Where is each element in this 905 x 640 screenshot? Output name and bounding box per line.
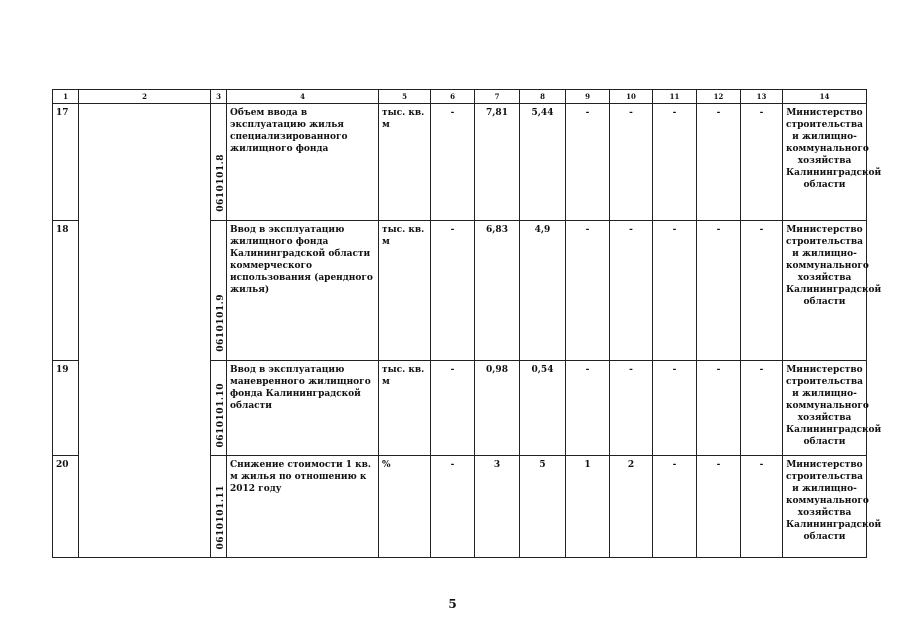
code-cell [211,221,227,361]
value-cell: - [566,104,610,221]
value-cell: - [431,456,475,558]
row-number: 19 [53,361,79,456]
value-cell: - [741,361,783,456]
unit-cell: % [379,456,431,558]
header-cell: 6 [431,90,475,104]
unit-cell: тыс. кв. м [379,104,431,221]
indicator-name: Ввод в эксплуатацию маневренного жилищного фонда Калининградской области [227,361,379,456]
value-cell: - [653,361,697,456]
value-cell: 4,9 [520,221,566,361]
header-cell: 12 [697,90,741,104]
unit-cell: тыс. кв. м [379,221,431,361]
value-cell: 1 [566,456,610,558]
header-cell: 10 [610,90,653,104]
header-row [53,90,867,104]
header-cell: 7 [475,90,520,104]
value-cell: 7,81 [475,104,520,221]
responsible-ministry: Министерство строительства и жилищно-коммунального хозяйства Калининградской области [783,361,867,456]
header-cell: 4 [227,90,379,104]
page-number: 5 [448,597,457,611]
value-cell: 5 [520,456,566,558]
value-cell: - [610,221,653,361]
indicator-code: 0610101.8 [216,154,226,212]
indicator-code: 0610101.11 [216,484,226,549]
value-cell: - [610,361,653,456]
value-cell: - [653,221,697,361]
value-cell: - [610,104,653,221]
column-2-merged-empty [79,104,211,558]
value-cell: - [566,361,610,456]
header-cell: 3 [211,90,227,104]
header-cell: 9 [566,90,610,104]
value-cell: - [566,221,610,361]
indicators-table [52,89,882,558]
value-cell: 3 [475,456,520,558]
indicator-name: Ввод в эксплуатацию жилищного фонда Калининградской области коммерческого использования (арендного жилья) [227,221,379,361]
value-cell: - [697,361,741,456]
value-cell: - [741,456,783,558]
value-cell: 0,98 [475,361,520,456]
value-cell: 6,83 [475,221,520,361]
header-cell: 8 [520,90,566,104]
value-cell: 2 [610,456,653,558]
header-cell: 13 [741,90,783,104]
value-cell: - [431,221,475,361]
value-cell: - [697,104,741,221]
header-cell: 1 [53,90,79,104]
indicator-code: 0610101.10 [216,382,226,447]
value-cell: 5,44 [520,104,566,221]
code-cell [211,361,227,456]
header-cell: 11 [653,90,697,104]
value-cell: - [431,104,475,221]
responsible-ministry: Министерство строительства и жилищно-коммунального хозяйства Калининградской области [783,221,867,361]
value-cell: - [741,104,783,221]
responsible-ministry: Министерство строительства и жилищно-коммунального хозяйства Калининградской области [783,104,867,221]
header-cell: 2 [79,90,211,104]
value-cell: - [697,221,741,361]
value-cell: - [653,456,697,558]
row-number: 20 [53,456,79,558]
indicator-name: Снижение стоимости 1 кв. м жилья по отношению к 2012 году [227,456,379,558]
indicator-code: 0610101.9 [216,294,226,352]
responsible-ministry: Министерство строительства и жилищно-коммунального хозяйства Калининградской области [783,456,867,558]
header-cell: 5 [379,90,431,104]
row-number: 17 [53,104,79,221]
table-row [53,104,867,221]
code-cell [211,456,227,558]
value-cell: - [431,361,475,456]
value-cell: - [653,104,697,221]
indicator-name: Объем ввода в эксплуатацию жилья специализированного жилищного фонда [227,104,379,221]
code-cell [211,104,227,221]
value-cell: - [697,456,741,558]
value-cell: - [741,221,783,361]
value-cell: 0,54 [520,361,566,456]
row-number: 18 [53,221,79,361]
header-cell: 14 [783,90,867,104]
unit-cell: тыс. кв. м [379,361,431,456]
